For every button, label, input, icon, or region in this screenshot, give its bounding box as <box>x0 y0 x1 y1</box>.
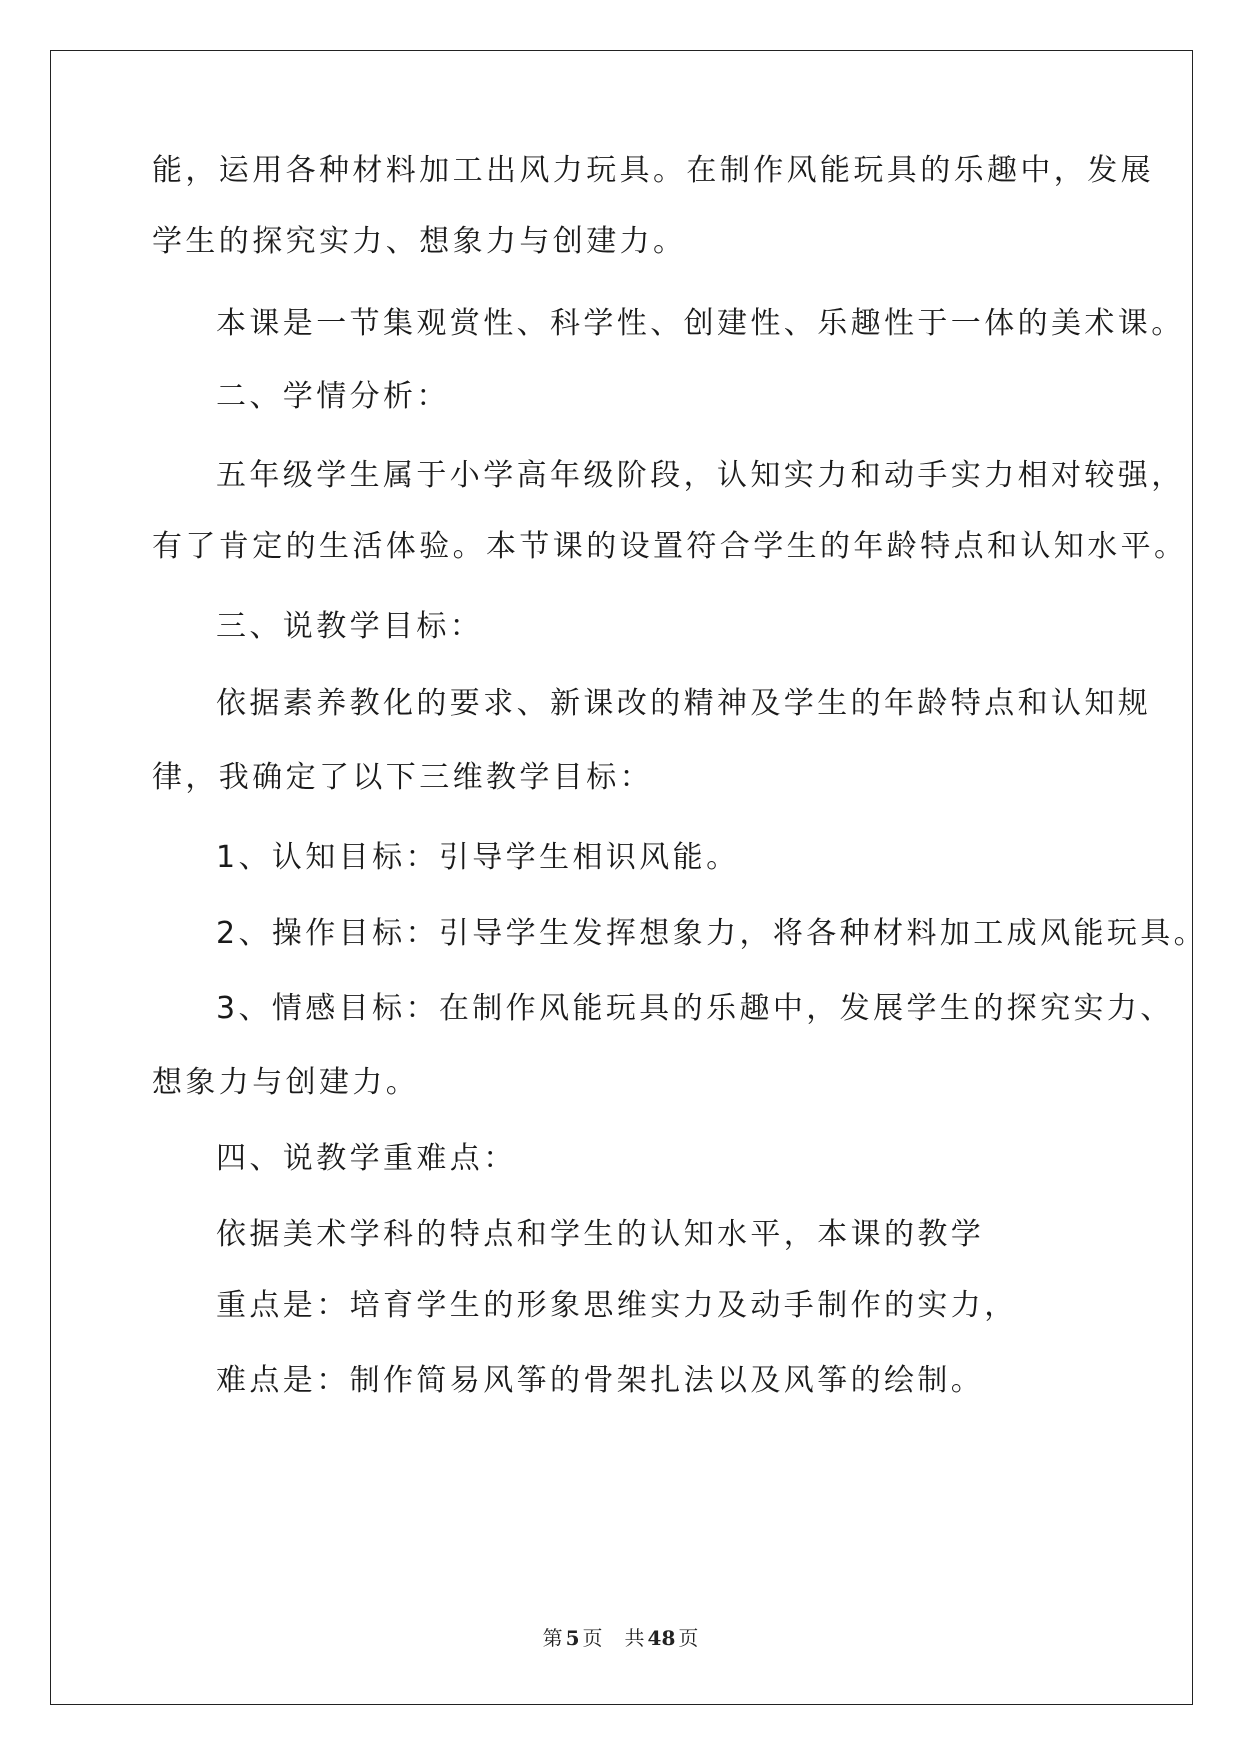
text-line: 重点是：培育学生的形象思维实力及动手制作的实力， <box>216 1288 1018 1323</box>
page-number: 5 <box>565 1626 580 1650</box>
section-heading: 四、说教学重难点： <box>216 1141 517 1176</box>
list-item: 3、情感目标：在制作风能玩具的乐趣中，发展学生的探究实力、 <box>216 991 1174 1026</box>
text-line: 能，运用各种材料加工出风力玩具。在制作风能玩具的乐趣中，发展 <box>152 153 1154 188</box>
section-heading: 三、说教学目标： <box>216 609 484 644</box>
total-prefix: 共 <box>624 1626 645 1650</box>
text-line: 学生的探究实力、想象力与创建力。 <box>152 224 687 259</box>
page-suffix: 页 <box>582 1626 603 1650</box>
text-line: 五年级学生属于小学高年级阶段，认知实力和动手实力相对较强， <box>216 458 1185 493</box>
text-line: 依据素养教化的要求、新课改的精神及学生的年龄特点和认知规 <box>216 686 1152 721</box>
text-line: 本课是一节集观赏性、科学性、创建性、乐趣性于一体的美术课。 <box>216 306 1185 341</box>
list-item: 1、认知目标：引导学生相识风能。 <box>216 840 740 875</box>
total-suffix: 页 <box>678 1626 699 1650</box>
text-line: 有了肯定的生活体验。本节课的设置符合学生的年龄特点和认知水平。 <box>152 529 1188 564</box>
text-line: 律，我确定了以下三维教学目标： <box>152 760 653 795</box>
total-pages: 48 <box>647 1626 676 1650</box>
text-line: 难点是：制作简易风筝的骨架扎法以及风筝的绘制。 <box>216 1363 985 1398</box>
page-prefix: 第 <box>542 1626 563 1650</box>
text-line: 依据美术学科的特点和学生的认知水平，本课的教学 <box>216 1217 985 1252</box>
list-item: 2、操作目标：引导学生发挥想象力，将各种材料加工成风能玩具。 <box>216 916 1208 951</box>
text-line: 想象力与创建力。 <box>152 1065 420 1100</box>
section-heading: 二、学情分析： <box>216 379 450 414</box>
page-footer <box>0 1625 1241 1651</box>
